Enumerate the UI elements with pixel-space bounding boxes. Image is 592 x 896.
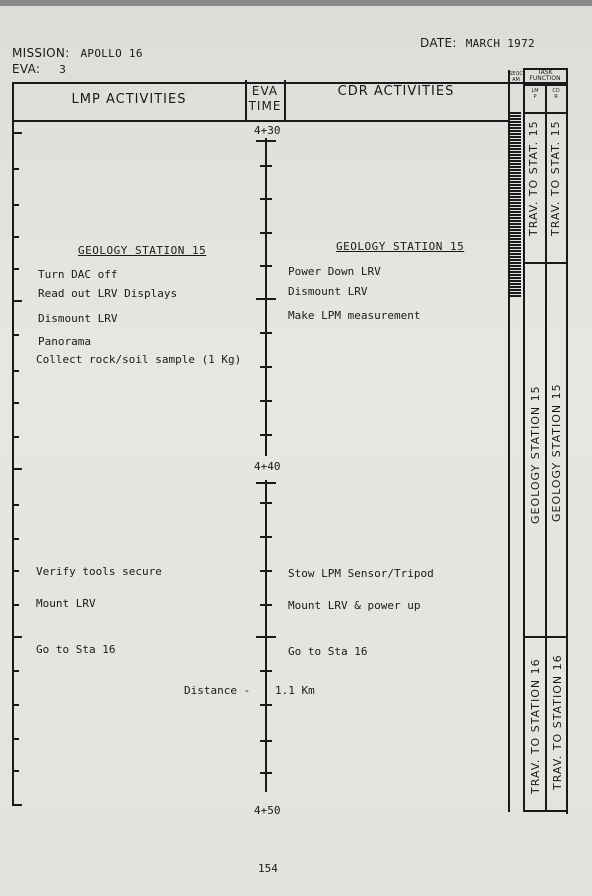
left-tick [12, 132, 22, 134]
cdr-activity: Dismount LRV [288, 285, 368, 298]
task-lmp-trav-16: TRAV. TO STATION 16 [529, 658, 542, 794]
task-function-header [524, 70, 566, 82]
timeline-tick [260, 502, 272, 504]
task-cdr-trav-15: TRAV. TO STAT. 15 [549, 120, 562, 236]
left-tick [12, 670, 19, 672]
date-label: DATE: [420, 36, 457, 50]
left-tick [12, 704, 19, 706]
seqcam-hatch-bar [510, 112, 521, 298]
left-tick [12, 436, 19, 438]
task-divider [545, 84, 547, 812]
time-label-4-30: 4+30 [254, 124, 281, 137]
left-tick [12, 468, 22, 470]
mission-value: APOLLO 16 [80, 47, 143, 60]
scan-edge [0, 0, 592, 6]
date-line [420, 36, 535, 50]
left-tick [12, 770, 19, 772]
lmp-activity: Collect rock/soil sample (1 Kg) [36, 353, 242, 366]
cdr-activity: Make LPM measurement [288, 309, 421, 322]
eva-value: 3 [59, 63, 67, 76]
task-bottom-border [523, 810, 567, 812]
timeline-tick [260, 165, 272, 167]
timeline-tick [260, 772, 272, 774]
left-tick [12, 204, 19, 206]
left-tick [12, 570, 19, 572]
timeline-axis-upper [265, 138, 267, 456]
mission-label: MISSION: [12, 46, 70, 60]
page-number: 154 [258, 862, 278, 875]
timeline-tick [260, 265, 272, 267]
timeline-major-tick [256, 482, 276, 484]
left-tick [12, 236, 19, 238]
task-lmp-geology-15: GEOLOGY STATION 15 [529, 385, 542, 524]
timeline-major-tick [256, 140, 276, 142]
timeline-tick [260, 434, 272, 436]
lmp-activity: Go to Sta 16 [36, 643, 116, 656]
left-tick [12, 268, 19, 270]
lmp-station-heading: GEOLOGY STATION 15 [78, 244, 207, 257]
eva-time-header [246, 84, 284, 114]
left-tick [12, 804, 22, 806]
timeline-tick [260, 232, 272, 234]
cdr-activity: Power Down LRV [288, 265, 381, 278]
cdr-activity: Go to Sta 16 [288, 645, 368, 658]
task-cdr-trav-16: TRAV. TO STATION 16 [551, 654, 564, 790]
cdr-station-heading: GEOLOGY STATION 15 [336, 240, 465, 253]
table-left-border [12, 82, 14, 806]
left-tick [12, 636, 22, 638]
distance-value: 1.1 Km [275, 684, 315, 697]
task-cdr-geology-15: GEOLOGY STATION 15 [550, 383, 563, 522]
task-function-line2: FUNCTION [529, 75, 561, 82]
task-function-line1: TASK [537, 69, 553, 76]
lmp-activity: Panorama [38, 335, 91, 348]
timeline-tick [260, 670, 272, 672]
task-lmp-header: LMP [531, 88, 539, 100]
left-tick [12, 334, 19, 336]
timeline-tick [260, 332, 272, 334]
left-tick [12, 370, 19, 372]
task-divider-2 [523, 636, 567, 638]
left-tick [12, 738, 19, 740]
eva-label: EVA: [12, 62, 41, 76]
left-tick [12, 604, 19, 606]
time-label-4-40: 4+40 [254, 460, 281, 473]
left-tick [12, 402, 19, 404]
timeline-major-tick [256, 298, 276, 300]
lmp-activity: Mount LRV [36, 597, 96, 610]
lmp-activity: Read out LRV Displays [38, 287, 178, 300]
eva-time-line1: EVA [251, 84, 279, 98]
task-head-bottom [523, 112, 567, 114]
timeline-tick [260, 536, 272, 538]
timeline-tick [260, 704, 272, 706]
seqcam-right-border [523, 70, 525, 812]
timeline-tick [260, 198, 272, 200]
seqcam-header: SEQCAM [509, 71, 523, 83]
timeline-tick [260, 604, 272, 606]
timeline-tick [260, 400, 272, 402]
task-subhead-border [523, 84, 567, 86]
cdr-activity: Stow LPM Sensor/Tripod [288, 567, 434, 580]
distance-label: Distance - [184, 684, 251, 697]
lmp-activity: Turn DAC off [38, 268, 118, 281]
lmp-activity: Dismount LRV [38, 312, 118, 325]
left-tick [12, 168, 19, 170]
time-label-4-50: 4+50 [254, 804, 281, 817]
timeline-tick [260, 570, 272, 572]
left-tick [12, 538, 19, 540]
lmp-activities-header: LMP ACTIVITIES [71, 92, 187, 107]
cdr-activity: Mount LRV & power up [288, 599, 421, 612]
mission-line [12, 46, 143, 60]
header-bottom-border [12, 120, 510, 122]
timeline-tick [260, 740, 272, 742]
timeline-tick [260, 366, 272, 368]
eva-line [12, 62, 66, 76]
task-cdr-header: CDR [552, 88, 560, 100]
date-value: MARCH 1972 [465, 37, 535, 50]
left-tick [12, 300, 22, 302]
task-lmp-trav-15: TRAV. TO STAT. 15 [527, 120, 540, 236]
eva-time-line2: TIME [248, 99, 282, 113]
table-right-border [566, 68, 568, 814]
lmp-activity: Verify tools secure [36, 565, 162, 578]
task-divider-1 [523, 262, 567, 264]
timeline-major-tick [256, 636, 276, 638]
left-tick [12, 504, 19, 506]
cdr-activities-header: CDR ACTIVITIES [337, 84, 455, 99]
